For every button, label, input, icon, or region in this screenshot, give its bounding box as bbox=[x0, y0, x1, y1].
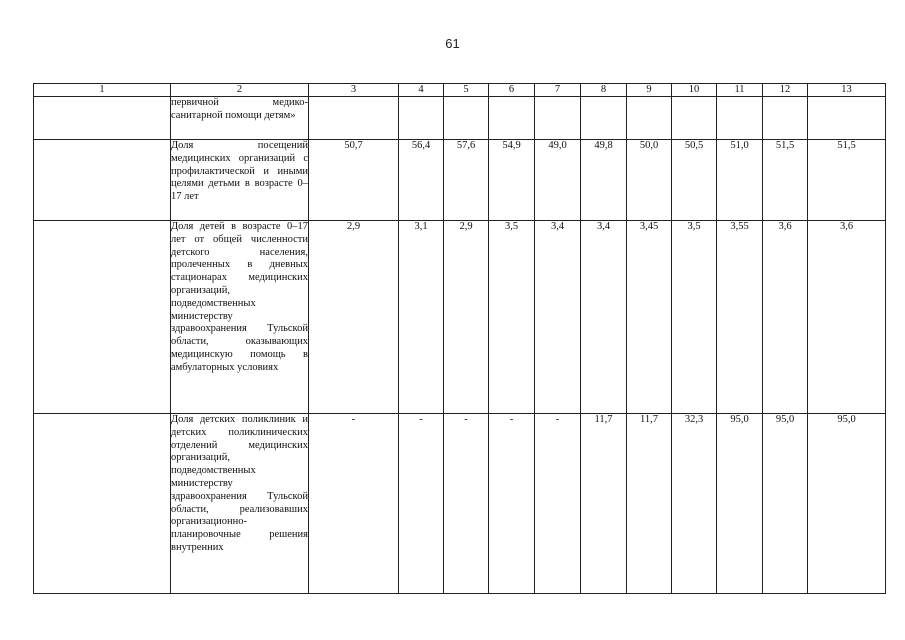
column-header: 11 bbox=[717, 84, 763, 97]
value-cell: 95,0 bbox=[763, 414, 808, 594]
column-header: 2 bbox=[171, 84, 309, 97]
value-cell: 51,0 bbox=[717, 140, 763, 221]
value-cell: 50,7 bbox=[309, 140, 399, 221]
column-header: 9 bbox=[627, 84, 672, 97]
column-header: 10 bbox=[672, 84, 717, 97]
value-cell: 32,3 bbox=[672, 414, 717, 594]
row-number-cell bbox=[34, 414, 171, 594]
indicator-description: Доля посещений медицинских организаций с профилактической и иными целями детьми в возрасте 0–17 лет bbox=[171, 140, 309, 221]
column-header: 12 bbox=[763, 84, 808, 97]
row-number-cell bbox=[34, 140, 171, 221]
column-header: 3 bbox=[309, 84, 399, 97]
value-cell: 51,5 bbox=[808, 140, 886, 221]
indicator-table bbox=[33, 83, 886, 594]
value-cell: - bbox=[489, 414, 535, 594]
table-row bbox=[34, 414, 886, 594]
value-cell bbox=[672, 97, 717, 140]
value-cell bbox=[399, 97, 444, 140]
value-cell: 56,4 bbox=[399, 140, 444, 221]
value-cell bbox=[627, 97, 672, 140]
value-cell bbox=[808, 97, 886, 140]
value-cell: 3,6 bbox=[808, 221, 886, 414]
value-cell: 11,7 bbox=[581, 414, 627, 594]
value-cell bbox=[489, 97, 535, 140]
value-cell: 2,9 bbox=[444, 221, 489, 414]
value-cell bbox=[309, 97, 399, 140]
value-cell: - bbox=[309, 414, 399, 594]
value-cell: 95,0 bbox=[717, 414, 763, 594]
value-cell: - bbox=[444, 414, 489, 594]
value-cell: - bbox=[535, 414, 581, 594]
value-cell: 50,0 bbox=[627, 140, 672, 221]
page-number: 61 bbox=[445, 36, 460, 51]
column-header: 5 bbox=[444, 84, 489, 97]
value-cell: 3,4 bbox=[535, 221, 581, 414]
value-cell: 3,1 bbox=[399, 221, 444, 414]
value-cell: - bbox=[399, 414, 444, 594]
column-header: 1 bbox=[34, 84, 171, 97]
value-cell bbox=[717, 97, 763, 140]
value-cell bbox=[581, 97, 627, 140]
value-cell bbox=[444, 97, 489, 140]
value-cell: 3,45 bbox=[627, 221, 672, 414]
table-row bbox=[34, 97, 886, 140]
value-cell bbox=[763, 97, 808, 140]
column-header: 6 bbox=[489, 84, 535, 97]
value-cell: 3,5 bbox=[489, 221, 535, 414]
indicator-description: Доля детей в возрасте 0–17 лет от общей численности детского населения, пролеченных в дневных стационарах медицинских организаций, подведомственных министерству здравоохранения Тульской области, оказывающих медицинскую помощь в амбулаторных условиях bbox=[171, 221, 309, 414]
value-cell: 95,0 bbox=[808, 414, 886, 594]
value-cell: 11,7 bbox=[627, 414, 672, 594]
indicator-description: Доля детских поликлиник и детских поликлинических отделений медицинских организаций, подведомственных министерству здравоохранения Тульской области, реализовавших организационно-планировочные решения внутренних bbox=[171, 414, 309, 594]
value-cell: 2,9 bbox=[309, 221, 399, 414]
value-cell: 3,4 bbox=[581, 221, 627, 414]
indicator-description: первичной медико-санитарной помощи детям» bbox=[171, 97, 309, 140]
value-cell: 50,5 bbox=[672, 140, 717, 221]
value-cell: 3,5 bbox=[672, 221, 717, 414]
value-cell: 51,5 bbox=[763, 140, 808, 221]
row-number-cell bbox=[34, 221, 171, 414]
table-row bbox=[34, 221, 886, 414]
table-row bbox=[34, 140, 886, 221]
value-cell: 49,8 bbox=[581, 140, 627, 221]
row-number-cell bbox=[34, 97, 171, 140]
column-header: 4 bbox=[399, 84, 444, 97]
header-row bbox=[34, 84, 886, 97]
column-header: 8 bbox=[581, 84, 627, 97]
column-header: 7 bbox=[535, 84, 581, 97]
value-cell: 49,0 bbox=[535, 140, 581, 221]
column-header: 13 bbox=[808, 84, 886, 97]
value-cell: 57,6 bbox=[444, 140, 489, 221]
value-cell bbox=[535, 97, 581, 140]
value-cell: 3,6 bbox=[763, 221, 808, 414]
value-cell: 54,9 bbox=[489, 140, 535, 221]
value-cell: 3,55 bbox=[717, 221, 763, 414]
